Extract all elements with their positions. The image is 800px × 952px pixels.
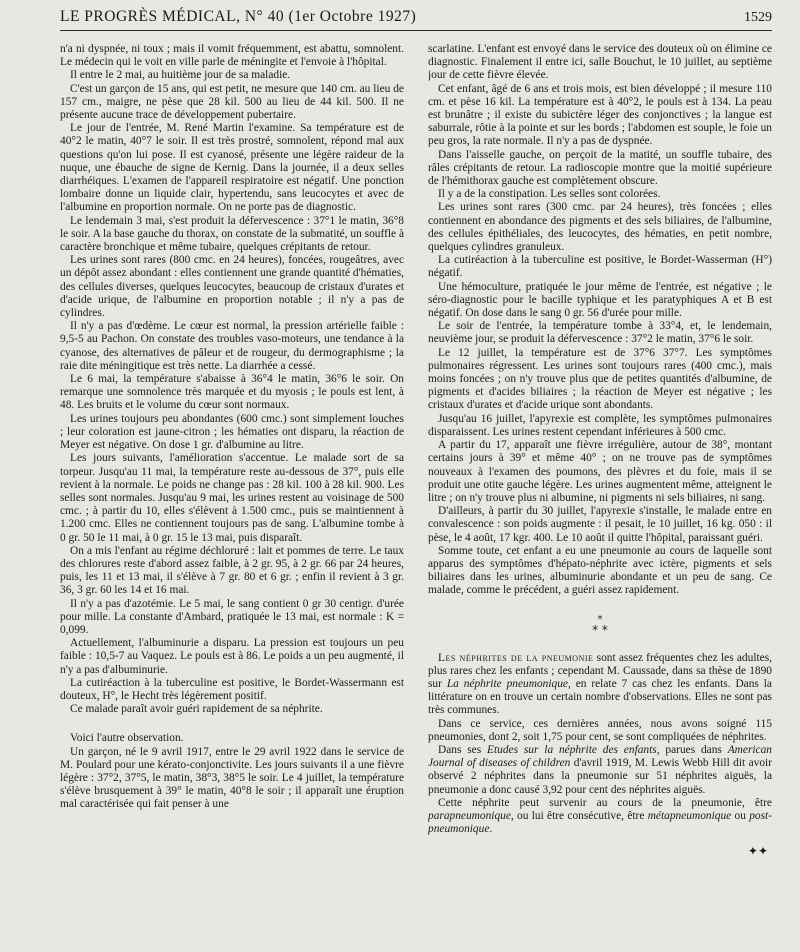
right-column: [428, 43, 772, 943]
asterism-right: *: [601, 622, 608, 637]
paragraph: Le lendemain 3 mai, s'est produit la défervescence : 37°1 le matin, 36°8 le soir. A la base gauche du thorax, on constate de la submatité, un souffle à caractère bronchique et même tubaire, quelques crépitants de retour.: [60, 214, 404, 254]
paragraph: Voici l'autre observation.: [70, 732, 184, 745]
paragraph: Il n'y a pas d'azotémie. Le 5 mai, le sang contient 0 gr 30 centigr. d'urée pour mille. La constante d'Ambard, pratiquée le 13 mai, est normale : K = 0,099.: [60, 597, 404, 636]
paragraph: Les jours suivants, l'amélioration s'accentue. Le malade sort de sa torpeur. Jusqu'au 11 mai, la température reste au-dessous de 37°, puis elle revient à la normale. Le poids ne change pas : 28 kil. 100 à 28 kil. 900. Les selles sont normales. Jusqu'au 9 mai, les urines restent au voisinage de 500 cmc. ; à partir du 10, elles s'élèvent à 1.500 cmc., puis se maintiennent à 1.200 cmc. Elles ne contiennent toujours pas de sang. L'albumine tombe à 0 gr. 50 le 11 mai, à 0 gr. 15 le 13 mai, puis disparaît.: [60, 452, 404, 544]
paragraph: scarlatine. L'enfant est envoyé dans le service des douteux où on élimine ce diagnostic. Finalement il entre ici, salle Bouchut, le 10 juillet, au septième jour de cette fièvre élevée.: [428, 43, 772, 82]
paragraph: C'est un garçon de 15 ans, qui est petit, ne mesure que 140 cm. au lieu de 157 cm., maigre, ne pèse que 28 kil. 500 au lieu de 44 kil. 500. Il ne présente aucune trace de développement pubertaire.: [60, 82, 404, 122]
paragraph: Somme toute, cet enfant a eu une pneumonie au cours de laquelle sont apparus des symptômes d'hépato-néphrite avec ictère, pigments et sels biliaires dans les urines, albuminurie abondante et un peu de sang. Ce malade, comme le précédent, a guéri assez rapidement.: [428, 544, 772, 597]
case-two-text: [428, 43, 772, 598]
paragraph: Un garçon, né le 9 avril 1917, entre le 29 avril 1922 dans le service de M. Poulard pour une kérato-conjonctivite. Les jours suivants il a une fièvre légère : 37°2, 37°5, le matin, 38°3, 38°5 le soir. Le 4 juillet, la température s'élève brusquement à 39° le matin, 40°8 le soir ; il apparaît une éruption mal caractérisée qui fait penser à une: [60, 745, 404, 811]
paragraph: Le jour de l'entrée, M. René Martin l'examine. Sa température est de 40°2 le matin, 40°7 le soir. Il est très prostré, somnolent, répond mal aux questions qu'on lui pose. Il est cyanosé, présente une légère raideur de la nuque, une ébauche de signe de Kernig. Dans la journée, il a deux selles diarrhéiques. L'examen de l'appareil respiratoire est négatif. Une ponction lombaire donne un liquide clair, hypertendu, sans leucocytes et avec de l'albumine en proportion normale. On ne porte pas de diagnostic.: [60, 122, 404, 214]
paragraph: Cet enfant, âgé de 6 ans et trois mois, est bien développé ; il mesure 110 cm. et pèse 16 kil. La température est à 40°2, le pouls est à 134. La peau est brunâtre ; il existe du subictère léger des conjonctives ; la langue est saburrale, rôtie à la pointe et sur les bords ; l'abdomen est souple, le foie un peu gros, la rate normale. Il n'y a pas de dyspnée.: [428, 82, 772, 148]
paragraph: Il y a de la constipation. Les selles sont colorées.: [438, 188, 661, 201]
paragraph: Les urines sont rares (800 cmc. en 24 heures), foncées, rougeâtres, avec un dépôt assez abondant : elles contiennent une grande quantité d'hématies, des cellules diverses, quelques leucocytes, beaucoup de cristaux d'urates et d'acide urique, de l'albumine en proportion notable ; il n'y a pas de cylindres.: [60, 254, 404, 320]
paragraph: On a mis l'enfant au régime déchloruré : lait et pommes de terre. Le taux des chlorures reste d'abord assez faible, à 2 gr. 95, à 2 gr. 66 par 24 heures, puis, les 11 et 13 mai, il s'élève à 7 gr. 80 et 6 gr. ; enfin il revient à 3 gr. 36, 3 gr. 60 les 14 et 16 mai.: [60, 544, 404, 597]
paragraph: Il entre le 2 mai, au huitième jour de sa maladie.: [70, 69, 291, 82]
journal-title: LE PROGRÈS MÉDICAL, N° 40 (1er Octobre 1927): [60, 8, 417, 25]
asterism-left: *: [592, 622, 599, 637]
section-lead: Les néphrites de la pneumonie: [438, 651, 594, 664]
journal-citation: American Journal of diseases of children: [428, 743, 772, 770]
running-head: [60, 8, 772, 31]
paragraph: Le 12 juillet, la température est de 37°6 37°7. Les symptômes pulmonaires régressent. Les urines sont toujours rares (400 cmc.), mais moins foncées ; on n'y trouve plus que de petites quantités d'albumine, de pigments et d'acides biliaires ; la réaction de Meyer est négative ; les cristaux d'urates et d'acide urique sont abondants.: [428, 346, 772, 412]
term-metapneumonique: métapneumonique: [647, 809, 732, 822]
two-column-body: [60, 43, 772, 943]
term-post-pneumonique: post-pneumonique: [428, 809, 772, 836]
classification-paragraph: Cette néphrite peut survenir au cours de la pneumonie, être parapneumonique, ou lui être consécutive, être métapneumonique ou post-pneumonique.: [428, 796, 772, 836]
paragraph: Une hémoculture, pratiquée le jour même de l'entrée, est négative ; le séro-diagnostic pour le bacille typhique et les paratyphiques A et B est négatif. On dose dans le sang 0 gr. 56 d'urée pour mille.: [428, 280, 772, 320]
paragraph: D'ailleurs, à partir du 30 juillet, l'apyrexie s'installe, le malade entre en convalescence : son poids augmente : il pesait, le 10 juillet, 16 kg. 050 : il pèse, le 4 août, 17 kgr. 400. Le 10 août il quitte l'hôpital, paraissant guéri.: [428, 505, 772, 544]
paragraph: Les urines sont rares (300 cmc. par 24 heures), très foncées ; elles contiennent en abondance des pigments et des sels biliaires, de l'albumine, des cellules épithéliales, des leucocytes, des hématies, en petit nombre, quelques cylindres granuleux.: [428, 201, 772, 254]
left-column: [60, 43, 404, 943]
paragraph: Jusqu'au 16 juillet, l'apyrexie est complète, les symptômes pulmonaires disparaissent. Les urines restent cependant inférieures à 500 cmc.: [428, 412, 772, 438]
hill-citation-paragraph: Dans ses Etudes sur la néphrite des enfants, parues dans American Journal of diseases of children d'avril 1919, M. Lewis Webb Hill dit avoir observé 2 néphrites dans la pneumonie sur 51 néphrites aiguës, la pneumonie a donc causé 3,92 pour cent des néphrites aiguës.: [428, 743, 772, 796]
term-parapneumonique: parapneumonique: [428, 809, 511, 822]
paragraph: Les urines toujours peu abondantes (600 cmc.) sont simplement louches ; leur coloration est jaune-citron ; les hématies ont disparu, la réaction de Meyer est négative. On dose 1 gr. d'albumine au litre.: [60, 412, 404, 452]
paragraph: Dans ce service, ces dernières années, nous avons soigné 115 pneumonies, dont 2, soit 1,75 pour cent, se sont compliquées de néphrites.: [428, 717, 772, 743]
section-break: [428, 613, 772, 637]
ornament-end-mark: ✦✦: [747, 844, 768, 859]
section-statistics: [428, 718, 772, 744]
section-intro-paragraph: Les néphrites de la pneumonie sont assez fréquentes chez les adultes, plus rares chez les enfants ; cependant M. Caussade, dans sa thèse de 1890 sur La néphrite pneumonique, en relate 7 cas chez les enfants. Dans la littérature on en trouve un certain nombre d'observations. Elles ne sont pas très communes.: [428, 651, 772, 717]
paragraph: La cutiréaction à la tuberculine est positive, le Bordet-Wasserman (H°) négatif.: [428, 254, 772, 280]
book-title: Etudes sur la néphrite des enfants: [487, 743, 657, 756]
paragraph: n'a ni dyspnée, ni toux ; mais il vomit fréquemment, est abattu, somnolent. Le médecin qui le voit en ville parle de méningite et l'envoie à l'hôpital.: [60, 43, 404, 69]
paragraph: A partir du 17, apparaît une fièvre irrégulière, autour de 38°, montant certains jours à 39° et même 40° ; on ne trouve pas de symptômes nouveaux à l'examen des poumons, des plèvres et du foie, mais il se produit une otite gauche légère. Les urines augmentent même, atteignent le litre ; on n'y trouve plus ni albumine, ni pigments ni sels biliaires, ni sang.: [428, 439, 772, 504]
paragraph: Il n'y a pas d'œdème. Le cœur est normal, la pression artérielle faible : 9,5-5 au Pachon. On constate des troubles vaso-moteurs, une tendance à la cyanose, des alternatives de pâleur et de rougeur, du dermographisme ; la raie dite méningitique est très nette. La diarrhée a cessé.: [60, 320, 404, 372]
thesis-title: La néphrite pneumonique: [446, 677, 568, 690]
paragraph: Dans l'aisselle gauche, on perçoit de la matité, un souffle tubaire, des râles crépitants de retour. La radioscopie montre que la moitié supérieure de l'hémithorax gauche est complètement obscure.: [428, 148, 772, 188]
page-number: 1529: [744, 10, 772, 25]
paragraph: Le 6 mai, la température s'abaisse à 36°4 le matin, 36°6 le soir. On remarque une somnolence très marquée et du myosis ; le pouls est lent, à 48. Les bruits et le volume du cœur sont normaux.: [60, 373, 404, 412]
paragraph: Ce malade paraît avoir guéri rapidement de sa néphrite.: [70, 703, 323, 716]
asterism-top: *: [597, 613, 603, 625]
paragraph: Le soir de l'entrée, la température tombe à 33°4, et, le lendemain, neuvième jour, se produit la défervescence : 37°2 le matin, 37°6 le soir.: [428, 320, 772, 346]
paragraph: Actuellement, l'albuminurie a disparu. La pression est toujours un peu faible : 10,5-7 au Vaquez. Le pouls est à 86. Le poids a un peu augmenté, il n'y a pas d'albuminurie.: [60, 637, 404, 676]
paragraph: La cutiréaction à la tuberculine est positive, le Bordet-Wassermann est douteux, H°, le Hecht très légèrement positif.: [60, 676, 404, 702]
